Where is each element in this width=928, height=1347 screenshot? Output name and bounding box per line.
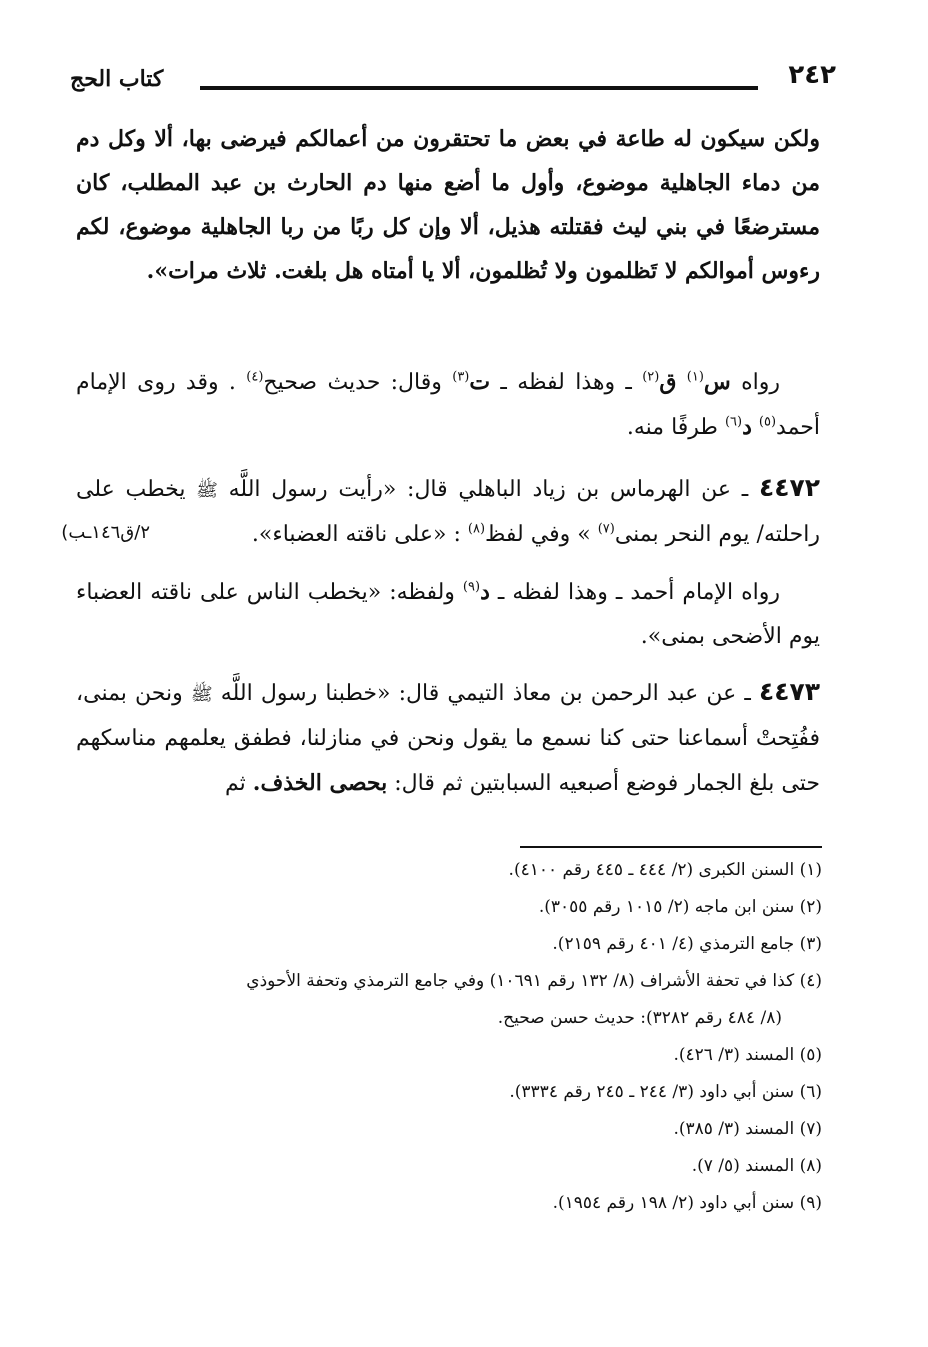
footnote-ref: (٤) <box>246 369 264 385</box>
source-symbol: د <box>480 579 490 605</box>
text-run: وقال: حديث صحيح <box>263 370 453 395</box>
text-run: رواه <box>730 370 781 395</box>
bold-phrase: بحصى الخذف. <box>252 770 388 796</box>
narration-paragraph <box>76 360 820 450</box>
footnote: (٩) سنن أبي داود (٢/ ١٩٨ رقم ١٩٥٤). <box>552 1193 822 1213</box>
header-rule <box>200 86 758 90</box>
text-run: ونحن بمنى، ففُتِحتْ أسماعنا حتى كنا نسمع ما يقول ونحن في منازلنا، فطفق يعلمهم مناسكهم حتى بلغ الجمار فوضع أصبعيه السبابتين ثم قال: <box>76 681 820 796</box>
text-run: ثم <box>225 771 253 796</box>
text-run: : «على ناقته العضباء». <box>251 522 468 547</box>
hadith-4472 <box>76 466 820 557</box>
book-title: كتاب الحج <box>70 66 164 92</box>
footnote: (٢) سنن ابن ماجه (٢/ ١٠١٥ رقم ٣٠٥٥). <box>538 897 822 917</box>
text-run: رواه الإمام أحمد ـ وهذا لفظه ـ <box>489 580 780 605</box>
footnote-ref: (١) <box>686 369 704 385</box>
footnotes <box>82 852 822 1222</box>
footnote-ref: (٣) <box>452 369 470 385</box>
text-run: » وفي لفظ <box>485 522 598 547</box>
text-run: . وقد روى الإمام أحمد <box>76 370 820 440</box>
hadith-4473 <box>76 670 820 806</box>
source-symbol: د <box>742 414 752 440</box>
hadith-number: ٤٤٧٣ <box>758 677 820 706</box>
footnote: (١) السنن الكبرى (٢/ ٤٤٤ ـ ٤٤٥ رقم ٤١٠٠). <box>508 860 822 880</box>
narration-paragraph <box>76 570 820 659</box>
footnote: (٧) المسند (٣/ ٣٨٥). <box>673 1119 822 1139</box>
footnote: (٨) المسند (٥/ ٧). <box>691 1156 822 1176</box>
hadith-continuation-paragraph <box>76 117 820 293</box>
footnote-ref: (٧) <box>597 521 615 537</box>
hadith-number: ٤٤٧٢ <box>758 473 820 502</box>
salla-ligature: ﷺ <box>190 684 213 705</box>
manuscript-margin-note: ٢/ق١٤٦ـب) <box>61 522 150 543</box>
footnote: (٥) المسند (٣/ ٤٢٦). <box>673 1045 822 1065</box>
paragraph-text: ولكن سيكون له طاعة في بعض ما تحتقرون من أعمالكم فيرضى بها، ألا وكل دم من دماء الجاهلية موضوع، وأول ما أضع منها دم الحارث بن عبد المطلب، كان مسترضعًا في بني ليث فقتلته هذيل، ألا وإن كل ربًا من ربا الجاهلية موضوع، لكم رءوس أموالكم لا تَظلمون ولا تُظلمون، ألا يا أمتاه هل بلغت. ثلاث مرات». <box>76 126 820 284</box>
footnote-separator <box>520 846 822 848</box>
footnote-ref: (٢) <box>642 369 660 385</box>
text-run: ولفظه: «يخطب الناس على ناقته العضباء يوم الأضحى بمنى». <box>76 580 820 649</box>
footnote-ref: (٦) <box>724 414 743 430</box>
page-number: ٢٤٢ <box>788 60 836 90</box>
text-run: ـ عن عبد الرحمن بن معاذ التيمي قال: «خطبنا رسول اللَّه <box>212 681 759 706</box>
page-header <box>70 60 836 100</box>
footnote-ref: (٥) <box>758 414 777 430</box>
text-run: ـ عن الهرماس بن زياد الباهلي قال: «رأيت رسول اللَّه <box>217 477 759 502</box>
footnote-continuation: (٨/ ٤٨٤ رقم ٣٢٨٢): حديث حسن صحيح. <box>497 1008 782 1028</box>
source-symbol: س <box>703 369 731 395</box>
paragraph-text <box>76 570 820 659</box>
text-run: طرفًا منه. <box>626 415 725 440</box>
paragraph-text <box>76 466 820 557</box>
footnote-ref: (٩) <box>462 579 481 595</box>
footnote-ref: (٨) <box>467 521 486 537</box>
paragraph-text <box>76 670 820 806</box>
paragraph-text <box>76 360 820 450</box>
text-run: ـ وهذا لفظه ـ <box>490 370 643 395</box>
source-symbol: ت <box>469 369 491 395</box>
footnote: (٤) كذا في تحفة الأشراف (٨/ ١٣٢ رقم ١٠٦٩١) وفي جامع الترمذي وتحفة الأحوذي <box>246 971 822 991</box>
footnote: (٣) جامع الترمذي (٤/ ٤٠١ رقم ٢١٥٩). <box>552 934 822 954</box>
text-run: يخطب على راحلته/ يوم النحر بمنى <box>76 477 820 547</box>
source-symbol: ق <box>659 369 677 395</box>
footnote: (٦) سنن أبي داود (٣/ ٢٤٤ ـ ٢٤٥ رقم ٣٣٣٤). <box>509 1082 822 1102</box>
salla-ligature: ﷺ <box>196 480 218 501</box>
